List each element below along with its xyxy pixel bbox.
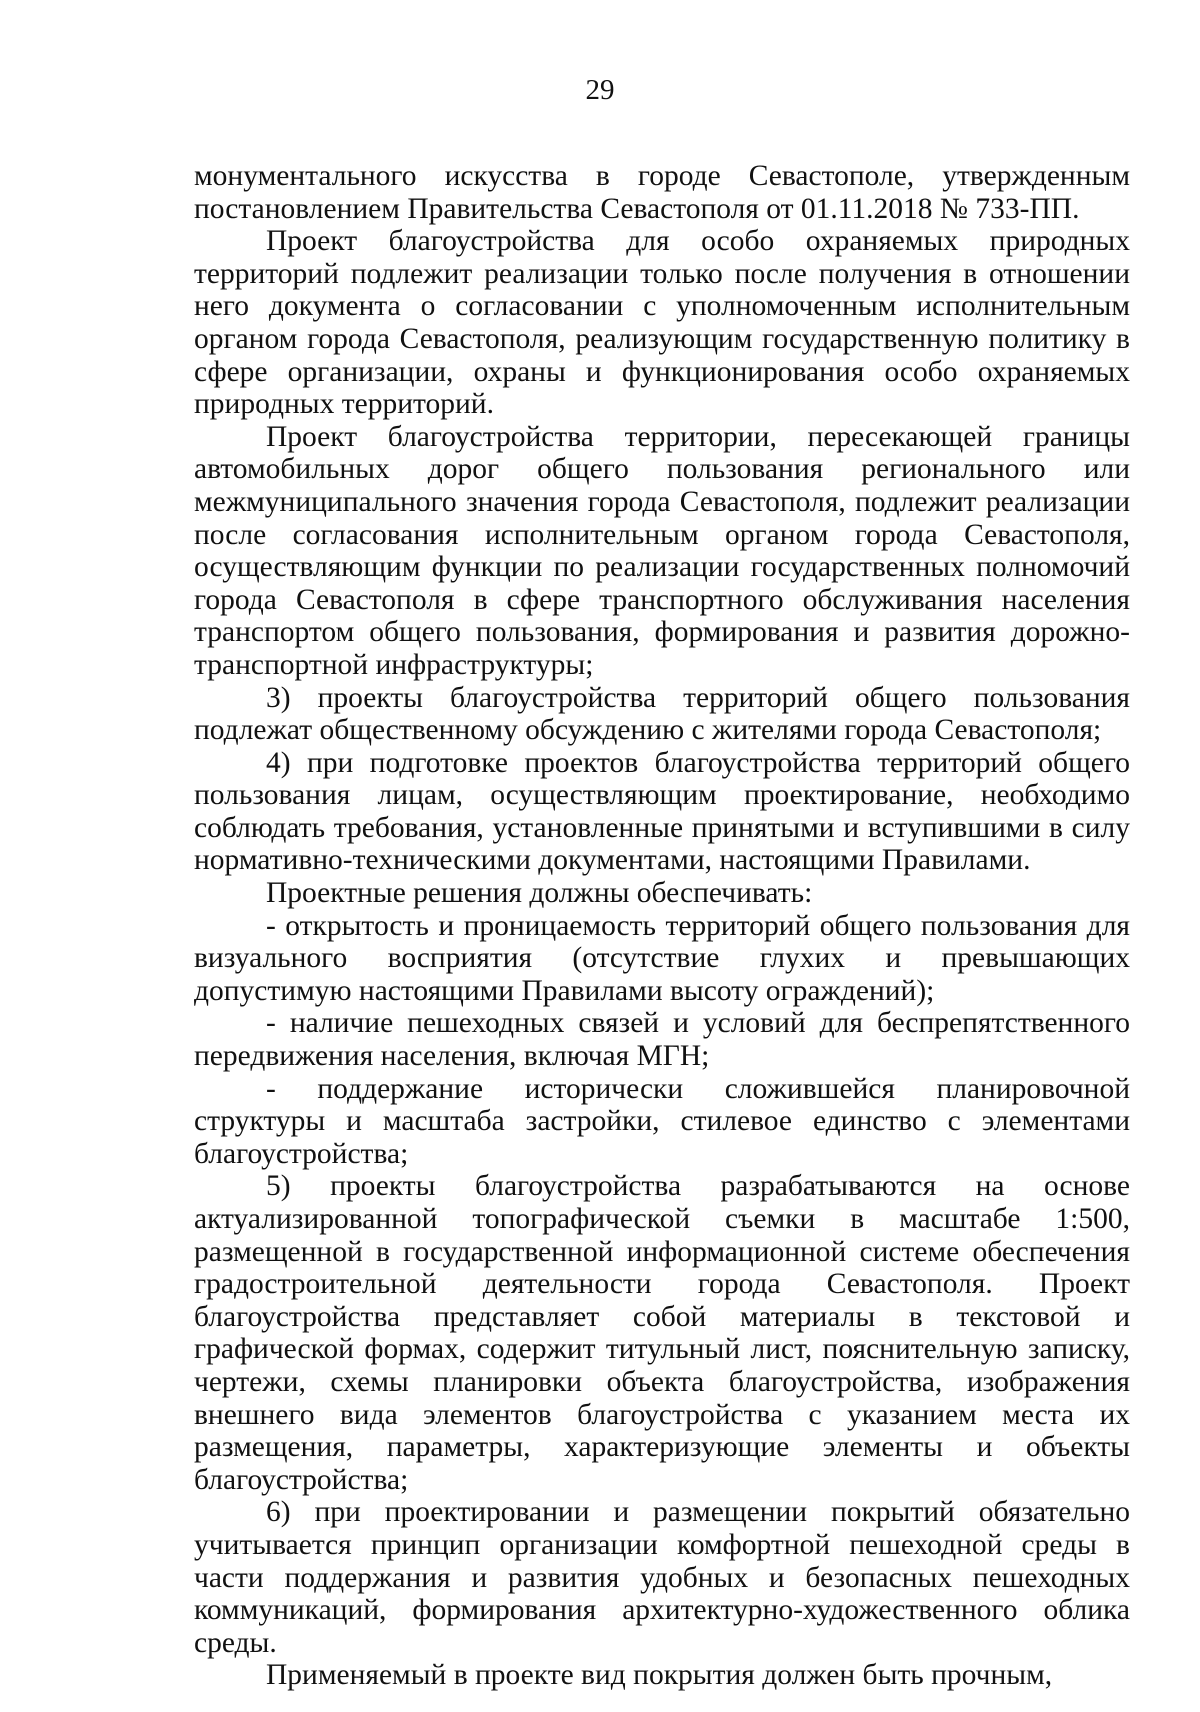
paragraph-protected-areas: Проект благоустройства для особо охраняемых природных территорий подлежит реализации только после получения в отношении него документа о согласовании с уполномоченным исполнительным органом города Севастополя, реализующим государственную политику в сфере организации, охраны и функционирования особо охраняемых природных территорий. [194, 225, 1130, 421]
document-body [194, 160, 1130, 1692]
paragraph-roads: Проект благоустройства территории, пересекающей границы автомобильных дорог общего пользования регионального или межмуниципального значения города Севастополя, подлежит реализации после согласования исполнительным органом города Севастополя, осуществляющим функции по реализации государственных полномочий города Севастополя в сфере транспортного обслуживания населения транспортом общего пользования, формирования и развития дорожно-транспортной инфраструктуры; [194, 420, 1130, 681]
paragraph-item-6: 6) при проектировании и размещении покрытий обязательно учитывается принцип организации комфортной пешеходной среды в части поддержания и развития удобных и безопасных пешеходных коммуникаций, формирования архитектурно-художественного облика среды. [194, 1496, 1130, 1659]
paragraph-design-solutions: Проектные решения должны обеспечивать: [266, 877, 813, 910]
list-item-pedestrian-links: - наличие пешеходных связей и условий для беспрепятственного передвижения населения, включая МГН; [194, 1007, 1130, 1073]
list-item-historic-structure: - поддержание исторически сложившейся планировочной структуры и масштаба застройки, стилевое единство с элементами благоустройства; [194, 1072, 1130, 1170]
paragraph-continuation: монументального искусства в городе Севастополе, утвержденным постановлением Правительства Севастополя от 01.11.2018 № 733-ПП. [194, 160, 1130, 225]
paragraph-coverage: Применяемый в проекте вид покрытия должен быть прочным, [266, 1659, 1053, 1692]
list-item-openness: - открытость и проницаемость территорий общего пользования для визуального восприятия (отсутствие глухих и превышающих допустимую настоящими Правилами высоту ограждений); [194, 909, 1130, 1007]
paragraph-item-5: 5) проекты благоустройства разрабатываются на основе актуализированной топографической съемки в масштабе 1:500, размещенной в государственной информационной системе обеспечения градостроительной деятельности города Севастополя. Проект благоустройства представляет собой материалы в текстовой и графической формах, содержит титульный лист, пояснительную записку, чертежи, схемы планировки объекта благоустройства, изображения внешнего вида элементов благоустройства с указанием места их размещения, параметры, характеризующие элементы и объекты благоустройства; [194, 1170, 1130, 1496]
page-number: 29 [585, 74, 615, 106]
paragraph-item-3: 3) проекты благоустройства территорий общего пользования подлежат общественному обсуждению с жителями города Севастополя; [194, 681, 1130, 747]
paragraph-item-4: 4) при подготовке проектов благоустройства территорий общего пользования лицам, осуществляющим проектирование, необходимо соблюдать требования, установленные принятыми и вступившими в силу нормативно-техническими документами, настоящими Правилами. [194, 746, 1130, 877]
